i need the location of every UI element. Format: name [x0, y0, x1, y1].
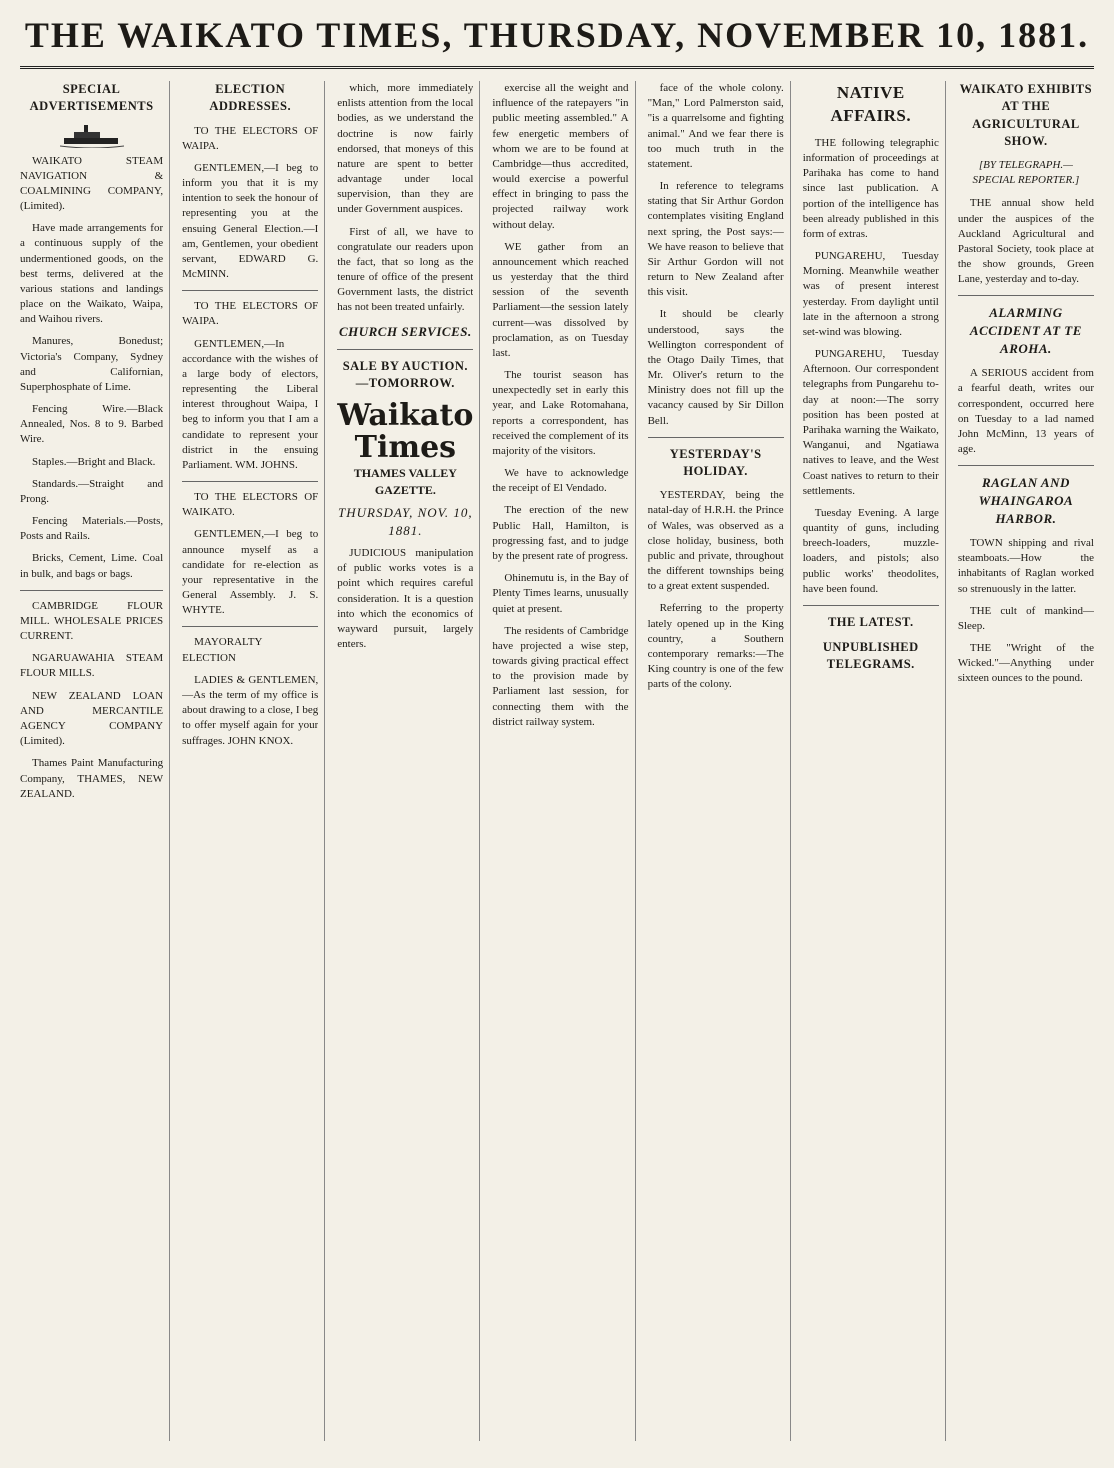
- masthead: THE WAIKATO TIMES, THURSDAY, NOVEMBER 10, 1881.: [20, 14, 1094, 69]
- divider: [648, 437, 784, 438]
- column-heading: RAGLAN AND WHAINGAROA HARBOR.: [978, 475, 1074, 527]
- column-paragraph: YESTERDAY, being the natal-day of H.R.H. the Prince of Wales, was observed as a close holiday, business, both public and private, throughout the different townships being to a great extent suspended.: [647, 489, 784, 593]
- column-paragraph: NEW ZEALAND LOAN AND MERCANTILE AGENCY COMPANY (Limited).: [20, 689, 164, 748]
- column-7: [945, 81, 1094, 1441]
- column-paragraph: THE "Wright of the Wicked."—Anything under sixteen ounces to the pound.: [957, 642, 1094, 685]
- column-paragraph: Bricks, Cement, Lime. Coal in bulk, and bags or bags.: [20, 552, 164, 580]
- column-heading: SALE BY AUCTION.—TOMORROW.: [342, 358, 468, 390]
- column-paragraph: Referring to the property lately opened up in the King country, a Southern contemporary remarks:—The King country is one of the few parts of the colony.: [647, 602, 784, 691]
- column-paragraph: In reference to telegrams stating that Sir Arthur Gordon contemplates visiting England next spring, the Post says:—We have reason to believe that Sir Arthur Gordon will not return to New Zealand after this visit.: [647, 180, 784, 299]
- divider: [20, 590, 163, 591]
- divider: [182, 626, 318, 627]
- column-paragraph: The erection of the new Public Hall, Hamilton, is progressing fast, and to judge by the present rate of progress.: [492, 504, 629, 562]
- column-paragraph: TOWN shipping and rival steamboats.—How the inhabitants of Raglan worked so strenuously in the latter.: [957, 537, 1094, 595]
- column-paragraph: MAYORALTY ELECTION: [182, 636, 263, 664]
- divider: [337, 349, 473, 350]
- column-heading: CHURCH SERVICES.: [338, 323, 472, 339]
- column-paragraph: GENTLEMEN,—I beg to inform you that it is my intention to seek the honour of representing you at the ensuing General Election.—I am, Gentlemen, your obedient servant, EDWARD G. McMINN.: [182, 161, 319, 281]
- column-paragraph: A SERIOUS accident from a fearful death, writes our correspondent, occurred here on Tuesday to a lad named John McMinn, 13 years of age.: [957, 367, 1094, 456]
- steamboat-icon: [60, 124, 124, 148]
- column-paragraph: Thames Paint Manufacturing Company, THAMES, NEW ZEALAND.: [20, 757, 164, 800]
- column-paragraph: TO THE ELECTORS OF WAIKATO.: [182, 491, 319, 519]
- column-paragraph: THE cult of mankind—Sleep.: [957, 604, 1094, 632]
- paper-subtitle: THAMES VALLEY GAZETTE.: [353, 466, 457, 497]
- column-heading: WAIKATO EXHIBITS AT THE AGRICULTURAL SHOW.: [959, 82, 1093, 148]
- column-1: [20, 81, 163, 1441]
- divider: [182, 290, 318, 291]
- column-paragraph: Fencing Materials.—Posts, Posts and Rails.: [20, 515, 164, 543]
- column-paragraph: Standards.—Straight and Prong.: [20, 477, 164, 505]
- column-paragraph: Have made arrangements for a continuous supply of the undermentioned goods, on the best terms, delivered at the various stations and landings place on the Waikato, Waipa, and Waihou rivers.: [20, 222, 164, 326]
- column-paragraph: face of the whole colony. "Man," Lord Palmerston said, "is a quarrelsome and fighting animal." And we fear there is too much truth in the statement.: [647, 82, 784, 170]
- column-paragraph: It should be clearly understood, says the Wellington correspondent of the Otago Daily Times, that Mr. Oliver's return to the Ministry does not fill up the vacancy caused by Sir Dillon Bell.: [647, 308, 784, 427]
- column-6: [790, 81, 939, 1441]
- column-heading: UNPUBLISHED TELEGRAMS.: [822, 640, 919, 672]
- column-heading: YESTERDAY'S HOLIDAY.: [669, 446, 762, 479]
- column-paragraph: We have to acknowledge the receipt of El Vendado.: [492, 467, 629, 495]
- divider: [958, 465, 1094, 466]
- column-paragraph: The residents of Cambridge have projected a wise step, towards giving practical effect to the provision made by Parliament last session, for connecting them with the district railway system.: [492, 624, 629, 728]
- column-paragraph: THE annual show held under the auspices of the Auckland Agricultural and Pastoral Society, took place at the show grounds, Green Lane, yesterday and to-day.: [957, 197, 1094, 286]
- column-3: [324, 81, 473, 1441]
- paper-title: Waikato Times: [337, 398, 474, 465]
- column-paragraph: The tourist season has unexpectedly set in early this year, and Lake Rotomahana, reports a correspondent, has received the complement of its majority of the visitors.: [492, 369, 629, 457]
- column-paragraph: PUNGAREHU, Tuesday Afternoon. Our correspondent telegraphs from Pungarehu to-day at noon:—The sorry position has been posted at Parihaka warning the Waikato, Wanganui, and Ngatiawa natives to leave, and the West Coast natives to return to their settlements.: [802, 348, 939, 497]
- edition-date: THURSDAY, NOV. 10, 1881.: [338, 505, 473, 539]
- column-paragraph: Staples.—Bright and Black.: [32, 455, 156, 468]
- column-paragraph: GENTLEMEN,—In accordance with the wishes of a large body of electors, representing the Liberal interest throughout Waipa, I beg to inform you that I am a candidate to represent your district in the ensuing Parliament. WM. JOHNS.: [182, 337, 319, 471]
- column-4: [479, 81, 628, 1441]
- column-paragraph: exercise all the weight and influence of the ratepayers "in public meeting assembled." A few energetic members of whom we are to be found at Cambridge—thus accredited, would exercise a powerful effect in bringing to pass the projected railway work without delay.: [492, 82, 629, 231]
- column-paragraph: Fencing Wire.—Black Annealed, Nos. 8 to 9. Barbed Wire.: [20, 403, 164, 446]
- column-heading: ELECTION ADDRESSES.: [209, 82, 292, 114]
- column-paragraph: First of all, we have to congratulate our readers upon the fact, that so long as the tenure of office of the present Government lasts, the district has not been treated unfairly.: [337, 225, 474, 314]
- column-paragraph: Tuesday Evening. A large quantity of guns, including breech-loaders, muzzle-loaders, and pistols; also public works' theodolites, have been found.: [802, 506, 939, 595]
- column-paragraph: Ohinemutu is, in the Bay of Plenty Times learns, unusually quiet at present.: [492, 572, 629, 615]
- column-paragraph: PUNGAREHU, Tuesday Morning. Meanwhile weather was of present interest yesterday. From daylight until late in the afternoon a strong set-wind was blowing.: [802, 250, 939, 338]
- divider: [803, 605, 939, 606]
- column-paragraph: WE gather from an announcement which reached us yesterday that the third session of the seventh Parliament—the session lately current—was dissolved by proclamation, as on Tuesday last.: [492, 240, 629, 359]
- column-paragraph: CAMBRIDGE FLOUR MILL. WHOLESALE PRICES CURRENT.: [20, 599, 164, 643]
- column-heading: SPECIAL ADVERTISEMENTS: [29, 82, 154, 114]
- column-heading: ALARMING ACCIDENT AT TE AROHA.: [969, 305, 1082, 357]
- column-paragraph: TO THE ELECTORS OF WAIPA.: [182, 300, 319, 328]
- column-heading: NATIVE AFFAIRS.: [830, 83, 912, 126]
- column-5: [635, 81, 784, 1441]
- column-paragraph: GENTLEMEN,—I beg to announce myself as a candidate for re-election as your representative in the General Assembly. J. S. WHYTE.: [182, 528, 319, 617]
- column-paragraph: which, more immediately enlists attention from the local bodies, as we understand the doctrine is now fairly endorsed, that moneys of this nature are spent to better advantage under local supervision, than they are under Government auspices.: [337, 82, 474, 216]
- column-2: [169, 81, 318, 1441]
- column-paragraph: NGARUAWAHIA STEAM FLOUR MILLS.: [20, 652, 164, 680]
- column-paragraph: THE following telegraphic information of proceedings at Parihaka has come to hand since last publication. A portion of the intelligence has been already published in this form of extras.: [802, 136, 939, 240]
- divider: [958, 295, 1094, 296]
- column-paragraph: Manures, Bonedust; Victoria's Company, Sydney and Californian, Superphosphate of Lime.: [20, 335, 164, 393]
- column-paragraph: WAIKATO STEAM NAVIGATION & COALMINING COMPANY, (Limited).: [20, 154, 164, 213]
- column-paragraph: TO THE ELECTORS OF WAIPA.: [182, 124, 319, 152]
- columns: [20, 81, 1094, 1441]
- column-paragraph: JUDICIOUS manipulation of public works votes is a point which requires careful consideration. It is a question into which the economics of wayward pursuit, largely enters.: [337, 546, 474, 651]
- byline: [BY TELEGRAPH.—SPECIAL REPORTER.]: [972, 159, 1080, 187]
- column-paragraph: LADIES & GENTLEMEN,—As the term of my office is about drawing to a close, I beg to offer myself again for your suffrages. JOHN KNOX.: [182, 673, 319, 747]
- column-heading: THE LATEST.: [827, 614, 914, 629]
- divider: [182, 481, 318, 482]
